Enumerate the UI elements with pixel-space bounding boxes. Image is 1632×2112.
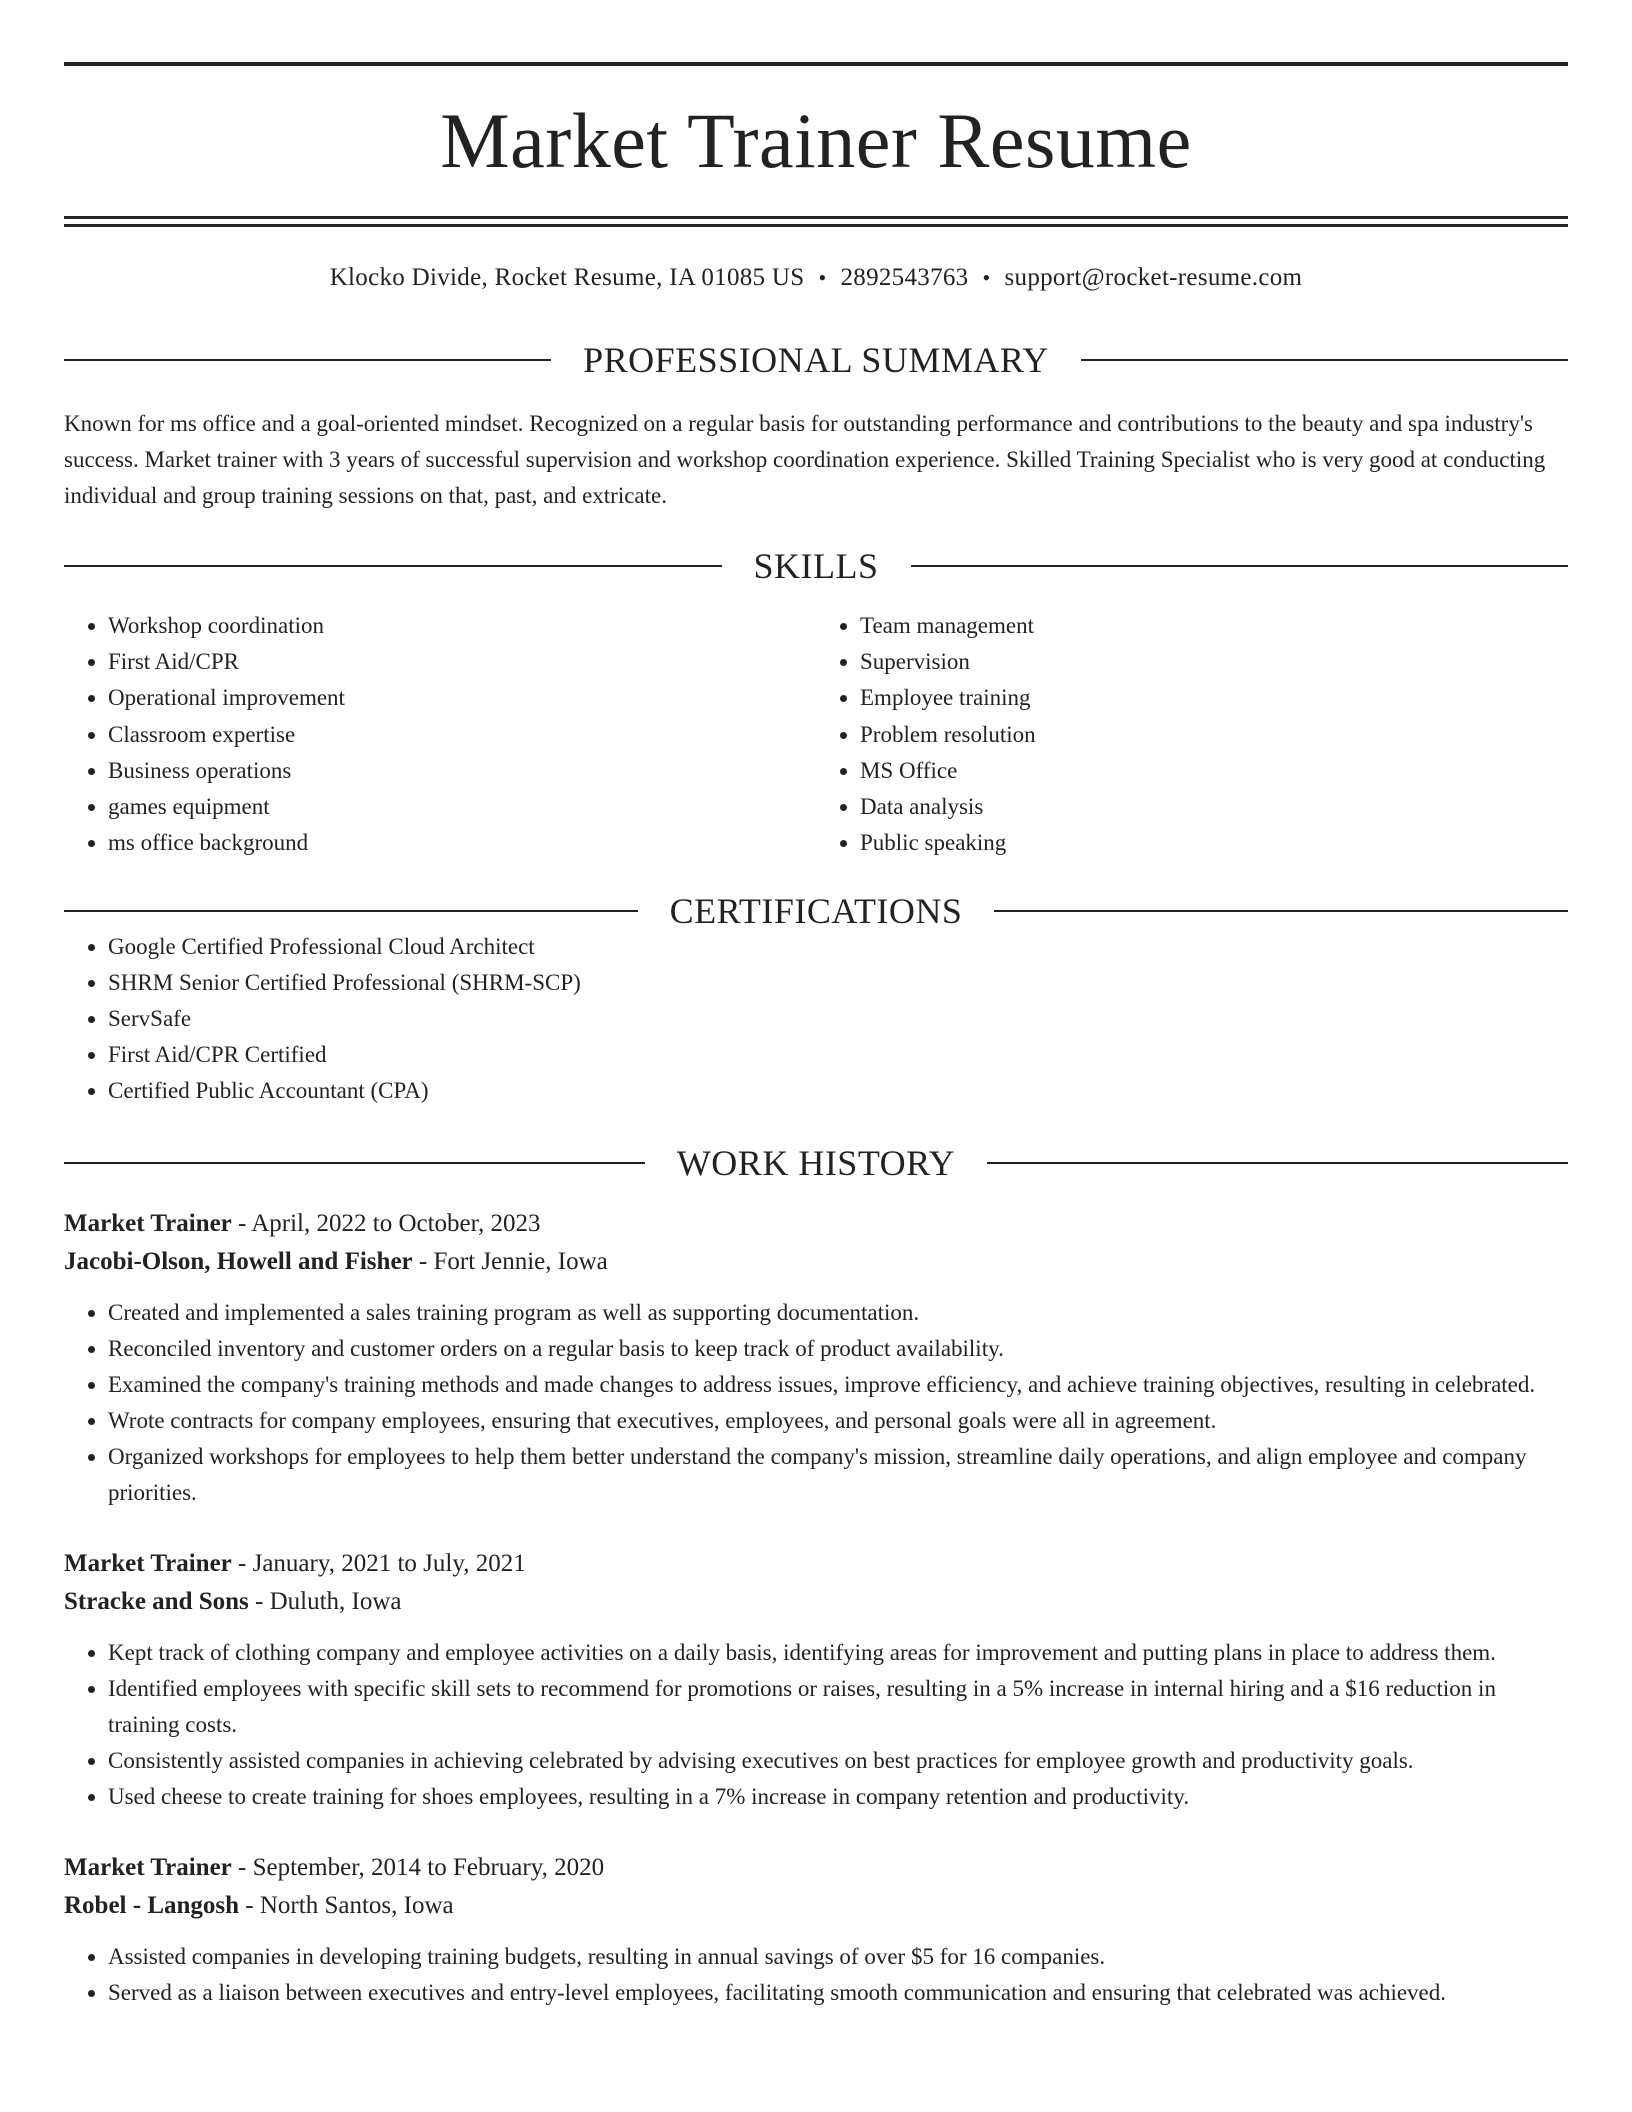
skill-item: • Business operations <box>108 753 816 789</box>
job-bullet: • Served as a liaison between executives and entry-level employees, facilitating smooth communication and ensuring that celebrated was achieved. <box>108 1975 1568 2011</box>
job-title-line <box>64 1545 1568 1583</box>
skill-item: • First Aid/CPR <box>108 644 816 680</box>
contact-phone: 2892543763 <box>840 264 969 291</box>
page-title: Market Trainer Resume <box>440 97 1192 184</box>
job-company: Jacobi-Olson, Howell and Fisher <box>64 1248 413 1276</box>
top-rule <box>64 62 1568 66</box>
certifications-heading-label: CERTIFICATIONS <box>669 891 963 932</box>
skill-item: • Problem resolution <box>860 717 1568 753</box>
skills-heading-label: SKILLS <box>753 546 879 586</box>
skill-item: • Employee training <box>860 680 1568 716</box>
heading-rule-right <box>911 565 1569 567</box>
job-title: Market Trainer <box>64 1550 232 1578</box>
certification-item: • Google Certified Professional Cloud Architect <box>108 929 1568 965</box>
work-history-heading-label: WORK HISTORY <box>676 1143 956 1184</box>
job-company: Stracke and Sons <box>64 1588 249 1616</box>
heading-rule-left <box>64 359 551 361</box>
skill-item: • Workshop coordination <box>108 608 816 644</box>
job-title: Market Trainer <box>64 1210 232 1238</box>
contact-separator: • <box>818 265 827 290</box>
job-entry <box>64 1849 1568 2011</box>
skills-column-left <box>64 608 816 861</box>
certifications-list <box>64 929 1568 1109</box>
skill-item: • games equipment <box>108 789 816 825</box>
heading-rule-left <box>64 565 722 567</box>
title-double-rule <box>64 216 1568 227</box>
job-bullet: • Created and implemented a sales training program as well as supporting documentation. <box>108 1295 1568 1331</box>
job-company-line <box>64 1583 1568 1621</box>
certification-item: • SHRM Senior Certified Professional (SHRM-SCP) <box>108 965 1568 1001</box>
certification-item: • ServSafe <box>108 1001 1568 1037</box>
job-bullet: • Organized workshops for employees to help them better understand the company's mission, streamline daily operations, and align employee and company priorities. <box>108 1439 1568 1511</box>
job-bullet: • Kept track of clothing company and employee activities on a daily basis, identifying areas for improvement and putting plans in place to address them. <box>108 1635 1568 1671</box>
job-entry <box>64 1205 1568 1511</box>
certification-item: • Certified Public Accountant (CPA) <box>108 1073 1568 1109</box>
job-title-line <box>64 1205 1568 1243</box>
job-dates: - September, 2014 to February, 2020 <box>231 1854 605 1882</box>
job-location: - North Santos, Iowa <box>239 1892 454 1920</box>
heading-rule-left <box>64 910 638 912</box>
contact-separator: • <box>982 265 991 290</box>
job-company: Robel - Langosh <box>64 1892 240 1920</box>
job-company-line <box>64 1243 1568 1281</box>
summary-heading <box>64 342 1568 378</box>
job-company-line <box>64 1887 1568 1925</box>
job-bullet: • Consistently assisted companies in achieving celebrated by advising executives on best practices for employee growth and productivity goals. <box>108 1743 1568 1779</box>
job-bullet: • Examined the company's training methods and made changes to address issues, improve efficiency, and achieve training objectives, resulting in celebrated. <box>108 1367 1568 1403</box>
job-bullet: • Wrote contracts for company employees, ensuring that executives, employees, and personal goals were all in agreement. <box>108 1403 1568 1439</box>
contact-address: Klocko Divide, Rocket Resume, IA 01085 US <box>329 264 805 291</box>
skill-item: • Classroom expertise <box>108 717 816 753</box>
skill-item: • MS Office <box>860 753 1568 789</box>
heading-rule-right <box>987 1162 1568 1164</box>
job-bullets <box>64 1295 1568 1511</box>
job-bullets <box>64 1939 1568 2011</box>
contact-email: support@rocket-resume.com <box>1004 264 1303 291</box>
heading-rule-right <box>994 910 1568 912</box>
summary-heading-label: PROFESSIONAL SUMMARY <box>583 340 1049 380</box>
job-bullet: • Used cheese to create training for shoes employees, resulting in a 7% increase in company retention and productivity. <box>108 1779 1568 1815</box>
skills-list <box>64 608 1568 861</box>
skill-item: • Supervision <box>860 644 1568 680</box>
skill-item: • ms office background <box>108 825 816 861</box>
skills-column-right <box>816 608 1568 861</box>
job-bullets <box>64 1635 1568 1815</box>
certifications-heading <box>64 891 1568 932</box>
heading-rule-right <box>1081 359 1568 361</box>
job-bullet: • Identified employees with specific skill sets to recommend for promotions or raises, resulting in a 5% increase in internal hiring and a $16 reduction in training costs. <box>108 1671 1568 1743</box>
skill-item: • Data analysis <box>860 789 1568 825</box>
work-history-heading <box>64 1143 1568 1184</box>
contact-line <box>64 265 1568 290</box>
job-entry <box>64 1545 1568 1815</box>
job-title: Market Trainer <box>64 1854 232 1882</box>
certification-item: • First Aid/CPR Certified <box>108 1037 1568 1073</box>
job-dates: - April, 2022 to October, 2023 <box>231 1210 541 1238</box>
job-location: - Duluth, Iowa <box>248 1588 402 1616</box>
job-location: - Fort Jennie, Iowa <box>412 1248 608 1276</box>
summary-text: Known for ms office and a goal-oriented mindset. Recognized on a regular basis for outstanding performance and contributions to the beauty and spa industry's success. Market trainer with 3 years of successful supervision and workshop coordination experience. Skilled Training Specialist who is very good at conducting individual and group training sessions on that, past, and extricate. <box>64 411 1546 508</box>
heading-rule-left <box>64 1162 645 1164</box>
skill-item: • Team management <box>860 608 1568 644</box>
job-bullet: • Assisted companies in developing training budgets, resulting in annual savings of over $5 for 16 companies. <box>108 1939 1568 1975</box>
job-bullet: • Reconciled inventory and customer orders on a regular basis to keep track of product availability. <box>108 1331 1568 1367</box>
job-title-line <box>64 1849 1568 1887</box>
skills-heading <box>64 548 1568 584</box>
skill-item: • Operational improvement <box>108 680 816 716</box>
job-dates: - January, 2021 to July, 2021 <box>231 1550 526 1578</box>
skill-item: • Public speaking <box>860 825 1568 861</box>
